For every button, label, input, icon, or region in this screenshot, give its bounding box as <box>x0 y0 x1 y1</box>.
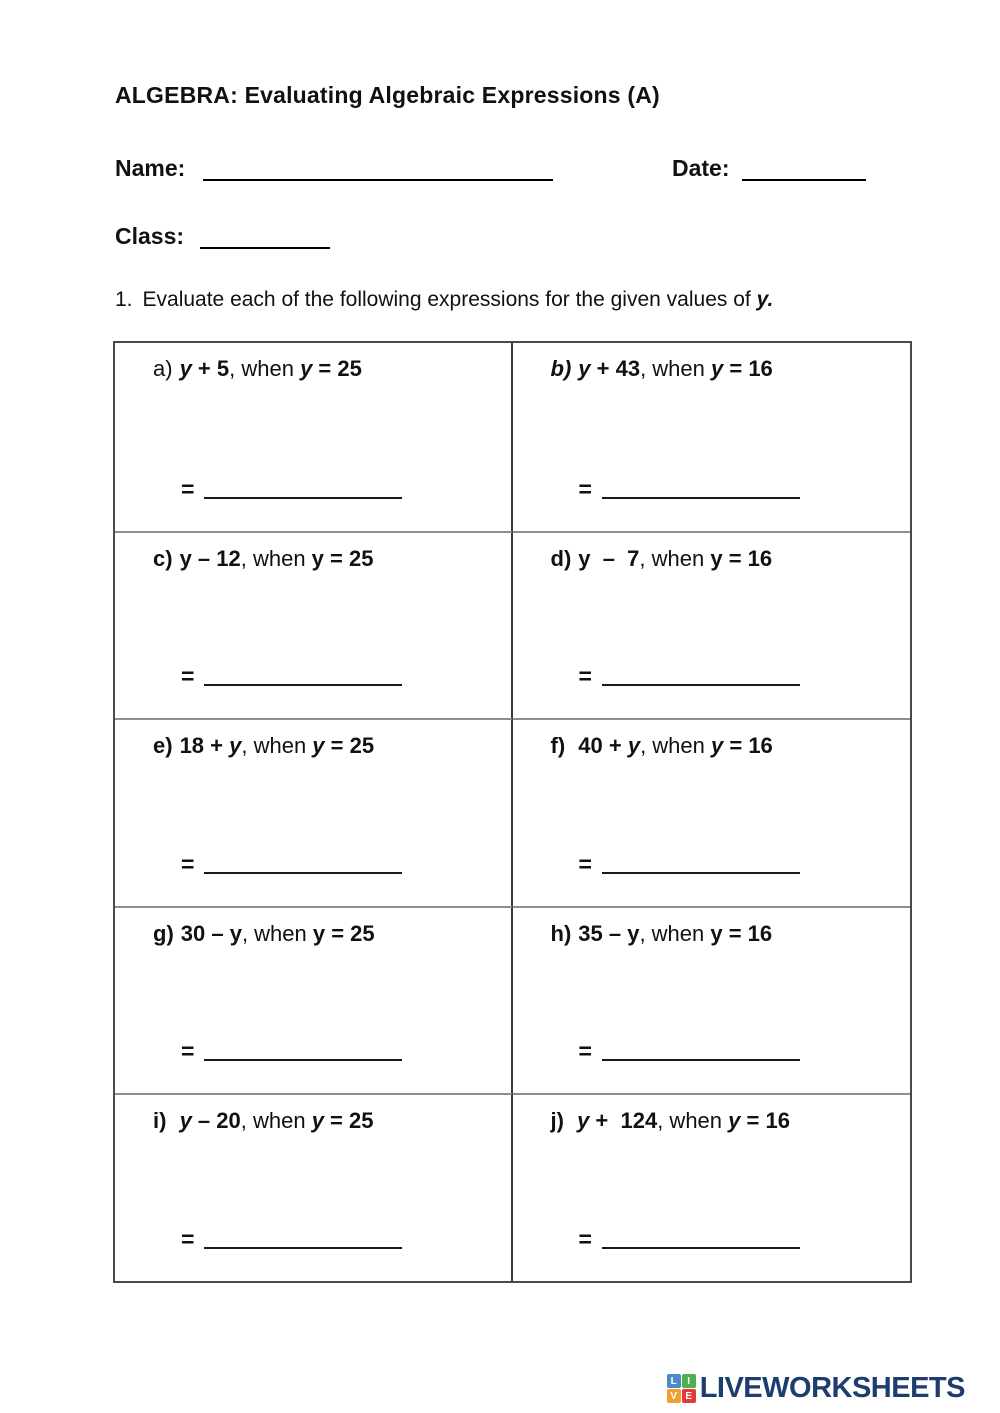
answer-area <box>181 663 402 690</box>
answer-equals: = <box>181 475 195 502</box>
answer-equals: = <box>578 663 592 690</box>
problem-cell <box>513 1093 911 1281</box>
answer-area <box>578 663 800 690</box>
answer-input-line[interactable] <box>602 1233 800 1249</box>
answer-input-line[interactable] <box>602 483 800 499</box>
problem-cell <box>115 531 513 719</box>
name-date-row <box>115 155 965 187</box>
logo-tile-i: I <box>682 1374 696 1388</box>
answer-area <box>181 1226 402 1252</box>
answer-area <box>578 1226 800 1252</box>
name-input-line[interactable] <box>203 153 553 181</box>
answer-input-line[interactable] <box>204 670 402 686</box>
answer-input-line[interactable] <box>204 483 402 499</box>
problems-table <box>113 341 912 1283</box>
expression-text: y – 12, when y = 25 <box>179 545 374 571</box>
answer-input-line[interactable] <box>204 1045 402 1061</box>
problem-expression <box>115 343 511 382</box>
instruction-number: 1. <box>115 288 133 311</box>
instruction <box>115 288 773 312</box>
answer-equals: = <box>578 1226 592 1252</box>
answer-equals: = <box>578 1038 592 1065</box>
expression-text: y + 43, when y = 16 <box>578 356 773 381</box>
answer-equals: = <box>578 475 592 502</box>
date-label: Date: <box>672 155 730 181</box>
problem-cell <box>115 343 513 531</box>
problem-cell <box>115 1093 513 1281</box>
logo-tile-v: V <box>667 1389 681 1403</box>
answer-equals: = <box>181 663 195 690</box>
problem-expression <box>115 1095 511 1134</box>
answer-input-line[interactable] <box>602 1045 800 1061</box>
footer-logo <box>667 1372 965 1405</box>
answer-input-line[interactable] <box>204 858 402 874</box>
instruction-variable: y. <box>756 288 774 311</box>
class-row <box>115 223 965 255</box>
class-label: Class: <box>115 223 185 249</box>
answer-equals: = <box>181 1226 195 1252</box>
problem-label: d) <box>550 545 572 571</box>
problem-label: e) <box>153 733 173 759</box>
answer-area <box>578 850 800 877</box>
problem-label: g) <box>153 920 174 946</box>
problem-expression <box>513 533 911 572</box>
problem-label: c) <box>153 545 173 571</box>
answer-equals: = <box>181 1038 195 1065</box>
problem-label: a) <box>153 356 173 381</box>
expression-text: 30 – y, when y = 25 <box>180 920 375 946</box>
problem-expression <box>115 720 511 759</box>
logo-tile-l: L <box>667 1374 681 1388</box>
answer-area <box>181 1038 402 1065</box>
expression-text: 18 + y, when y = 25 <box>179 733 375 759</box>
expression-text: 40 + y, when y = 16 <box>572 733 773 759</box>
answer-input-line[interactable] <box>204 1233 402 1249</box>
problem-label: f) <box>550 733 566 759</box>
answer-equals: = <box>181 850 195 877</box>
problem-cell <box>513 718 911 906</box>
class-input-line[interactable] <box>200 221 330 249</box>
problem-expression <box>513 343 911 382</box>
answer-area <box>181 850 402 877</box>
problem-cell <box>115 718 513 906</box>
answer-input-line[interactable] <box>602 858 800 874</box>
problem-expression <box>115 533 511 572</box>
problem-label: i) <box>153 1108 167 1134</box>
answer-input-line[interactable] <box>602 670 800 686</box>
problem-cell <box>513 906 911 1094</box>
problem-expression <box>513 908 911 947</box>
problem-expression <box>115 908 511 947</box>
answer-equals: = <box>578 850 592 877</box>
worksheet-title: ALGEBRA: Evaluating Algebraic Expressions (A) <box>115 82 660 108</box>
problem-expression <box>513 1095 911 1134</box>
liveworksheets-icon <box>667 1374 696 1403</box>
problem-expression <box>513 720 911 759</box>
answer-area <box>578 475 800 502</box>
problem-label: j) <box>550 1108 564 1134</box>
expression-text: y – 20, when y = 25 <box>173 1108 374 1134</box>
problem-cell <box>513 343 911 531</box>
problem-cell <box>513 531 911 719</box>
expression-text: y + 5, when y = 25 <box>179 356 362 381</box>
problem-label: b) <box>550 356 572 381</box>
instruction-text: Evaluate each of the following expressions for the given values of <box>142 288 757 311</box>
name-label: Name: <box>115 155 186 181</box>
liveworksheets-wordmark: LIVEWORKSHEETS <box>699 1372 965 1404</box>
date-input-line[interactable] <box>742 153 866 181</box>
expression-text: y – 7, when y = 16 <box>578 545 773 571</box>
problem-label: h) <box>550 920 572 946</box>
problem-cell <box>115 906 513 1094</box>
expression-text: y + 124, when y = 16 <box>570 1108 790 1134</box>
answer-area <box>578 1038 800 1065</box>
expression-text: 35 – y, when y = 16 <box>578 920 773 946</box>
logo-tile-e: E <box>682 1389 696 1403</box>
answer-area <box>181 475 402 502</box>
